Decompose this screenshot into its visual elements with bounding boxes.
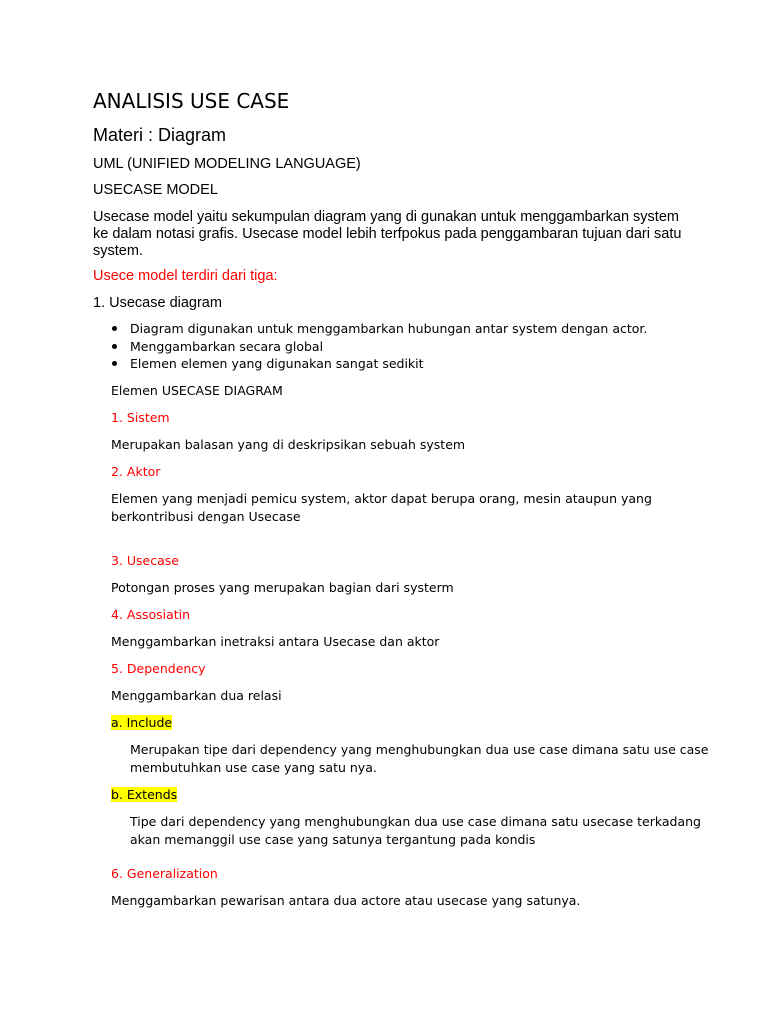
bullet-text: Menggambarkan secara global <box>130 339 324 354</box>
generalization-description: Menggambarkan pewarisan antara dua actore atau usecase yang satunya. <box>111 893 581 908</box>
bullet-text: Diagram digunakan untuk menggambarkan hubungan antar system dengan actor. <box>130 321 648 336</box>
include-desc-line: membutuhkan use case yang satu nya. <box>130 760 377 775</box>
uml-heading: UML (UNIFIED MODELING LANGUAGE) <box>93 156 361 172</box>
generalization-heading: 6. Generalization <box>111 866 218 881</box>
document-title: ANALISIS USE CASE <box>93 89 290 113</box>
aktor-desc-line: berkontribusi dengan Usecase <box>111 509 301 524</box>
extends-desc-line: akan memanggil use case yang satunya tergantung pada kondis <box>130 832 536 847</box>
parts-heading: Usece model terdiri dari tiga: <box>93 268 278 284</box>
intro-line: ke dalam notasi grafis. Usecase model lebih terfpokus pada penggambaran tujuan dari satu <box>93 226 682 242</box>
extends-desc-line: Tipe dari dependency yang menghubungkan dua use case dimana satu usecase terkadang <box>130 814 701 829</box>
assosiatin-description: Menggambarkan inetraksi antara Usecase dan aktor <box>111 634 440 649</box>
usecase-diagram-heading: 1. Usecase diagram <box>93 295 222 311</box>
sistem-description: Merupakan balasan yang di deskripsikan sebuah system <box>111 437 466 452</box>
usecase-heading: 3. Usecase <box>111 553 179 568</box>
intro-line: Usecase model yaitu sekumpulan diagram yang di gunakan untuk menggambarkan system <box>93 209 679 225</box>
usecase-description: Potongan proses yang merupakan bagian dari systerm <box>111 580 454 595</box>
dependency-heading: 5. Dependency <box>111 661 206 676</box>
intro-line: system. <box>93 243 143 259</box>
extends-heading: b. Extends <box>111 787 178 802</box>
bullet-icon <box>112 326 117 331</box>
elements-heading: Elemen USECASE DIAGRAM <box>111 383 283 398</box>
include-desc-line: Merupakan tipe dari dependency yang menghubungkan dua use case dimana satu use case <box>130 742 709 757</box>
aktor-desc-line: Elemen yang menjadi pemicu system, aktor dapat berupa orang, mesin ataupun yang <box>111 491 652 506</box>
bullet-text: Elemen elemen yang digunakan sangat sedikit <box>130 356 424 371</box>
bullet-icon <box>112 344 117 349</box>
include-heading: a. Include <box>111 715 173 730</box>
sistem-heading: 1. Sistem <box>111 410 170 425</box>
usecase-model-heading: USECASE MODEL <box>93 182 218 198</box>
bullet-icon <box>112 361 117 366</box>
dependency-description: Menggambarkan dua relasi <box>111 688 282 703</box>
assosiatin-heading: 4. Assosiatin <box>111 607 191 622</box>
document-subtitle: Materi : Diagram <box>93 125 227 145</box>
aktor-heading: 2. Aktor <box>111 464 161 479</box>
